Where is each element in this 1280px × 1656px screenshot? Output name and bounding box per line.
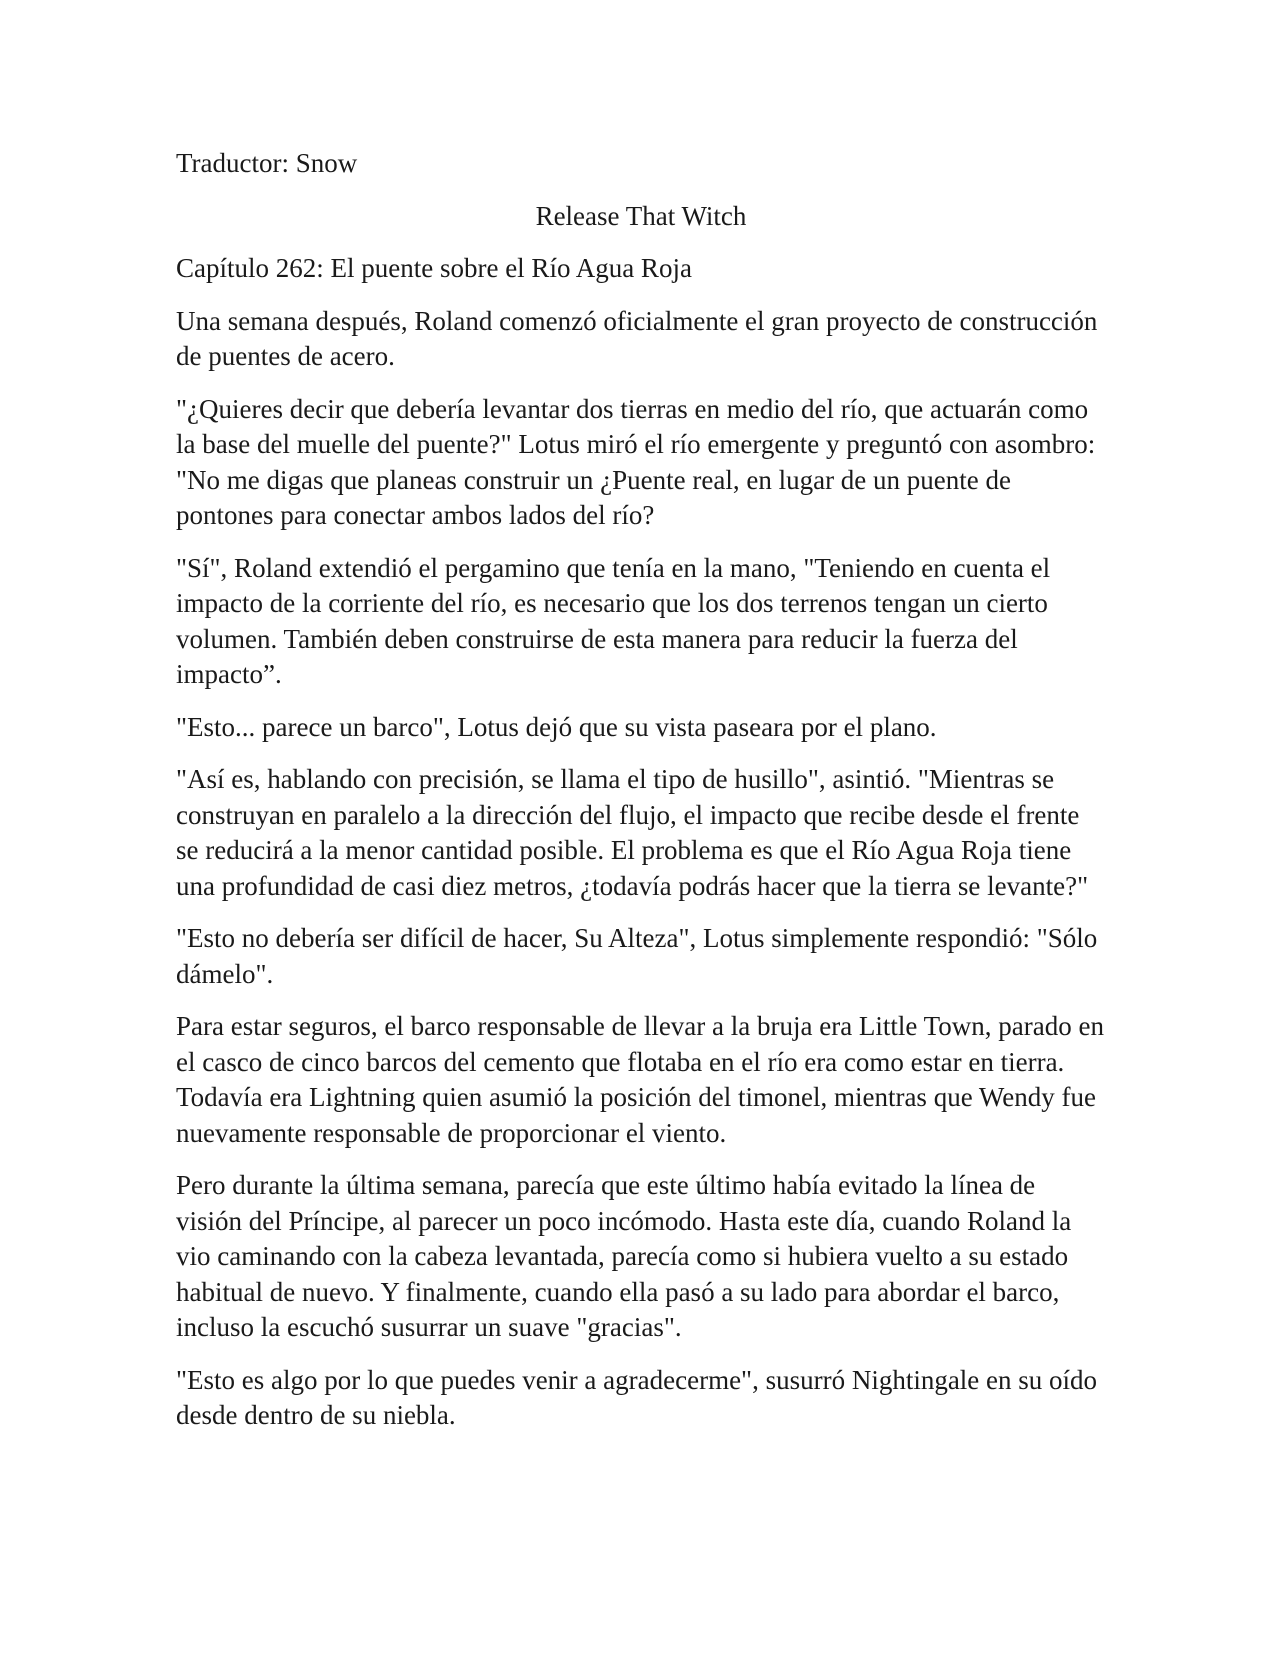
document-page [176, 146, 1106, 1451]
chapter-title: Capítulo 262: El puente sobre el Río Agua Roja [176, 253, 692, 283]
paragraph-6: "Esto no debería ser difícil de hacer, Su Alteza", Lotus simplemente respondió: "Sólo dámelo". [176, 923, 1098, 989]
paragraph-4: "Esto... parece un barco", Lotus dejó que su vista paseara por el plano. [176, 711, 937, 742]
paragraph-2: "¿Quieres decir que debería levantar dos tierras en medio del río, que actuarán como la base del muelle del puente?" Lotus miró el río emergente y preguntó con asombro: "No me digas que planeas construir un ¿Puente real, en lugar de un puente de pontones para conectar ambos lados del río? [176, 393, 1096, 530]
paragraph-9: "Esto es algo por lo que puedes venir a agradecerme", susurró Nightingale en su oído desde dentro de su niebla. [176, 1364, 1098, 1430]
paragraph-3: "Sí", Roland extendió el pergamino que tenía en la mano, "Teniendo en cuenta el impacto de la corriente del río, es necesario que los dos terrenos tengan un cierto volumen. También deben construirse de esta manera para reducir la fuerza del impacto”. [176, 552, 1051, 689]
paragraph-7: Para estar seguros, el barco responsable de llevar a la bruja era Little Town, parado en el casco de cinco barcos del cemento que flotaba en el río era como estar en tierra. Todavía era Lightning quien asumió la posición del timonel, mientras que Wendy fue nuevamente responsable de proporcionar el viento. [176, 1011, 1104, 1148]
translator-credit: Traductor: Snow [176, 148, 358, 178]
paragraph-8: Pero durante la última semana, parecía que este último había evitado la línea de visión del Príncipe, al parecer un poco incómodo. Hasta este día, cuando Roland la vio caminando con la cabeza levantada, parecía como si hubiera vuelto a su estado habitual de nuevo. Y finalmente, cuando ella pasó a su lado para abordar el barco, incluso la escuchó susurrar un suave "gracias". [176, 1170, 1072, 1342]
paragraph-5: "Así es, hablando con precisión, se llama el tipo de husillo", asintió. "Mientras se construyan en paralelo a la dirección del flujo, el impacto que recibe desde el frente se reducirá a la menor cantidad posible. El problema es que el Río Agua Roja tiene una profundidad de casi diez metros, ¿todavía podrás hacer que la tierra se levante?" [176, 764, 1089, 901]
book-title: Release That Witch [535, 200, 747, 231]
paragraph-1: Una semana después, Roland comenzó oficialmente el gran proyecto de construcción de puentes de acero. [176, 305, 1098, 371]
